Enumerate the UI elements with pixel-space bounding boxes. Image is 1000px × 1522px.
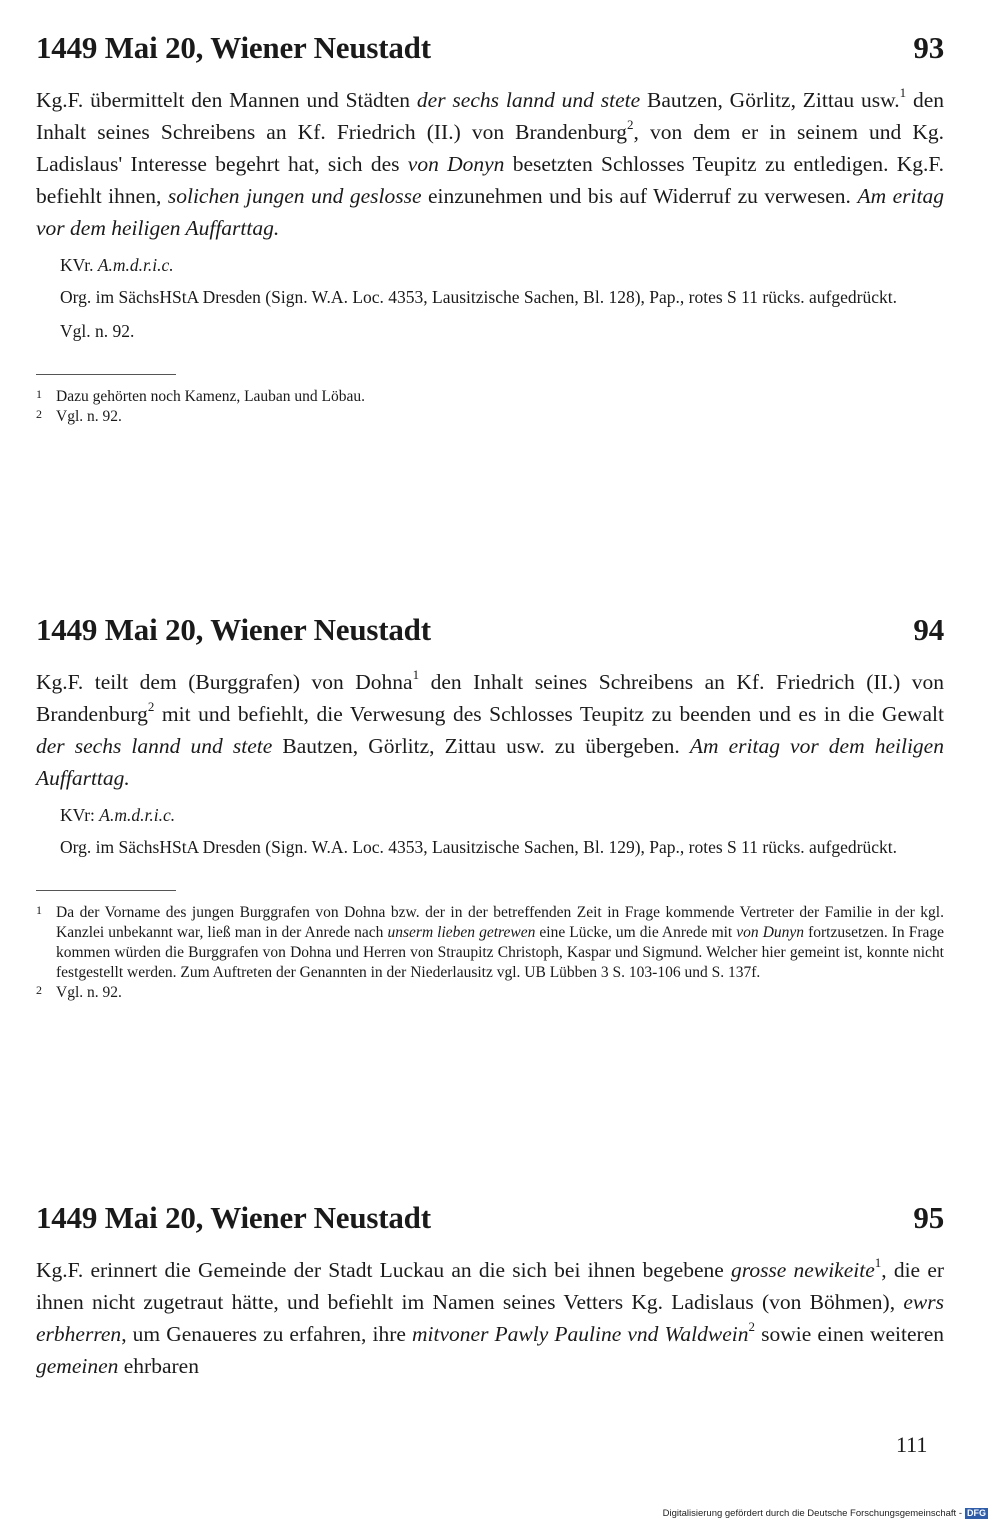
entry-94 xyxy=(36,612,944,1003)
reference-note: Vgl. n. 92. xyxy=(60,321,135,341)
dfg-logo: DFG xyxy=(967,1508,986,1518)
footnote-mark: 2 xyxy=(36,983,42,997)
page-number: 111 xyxy=(896,1432,928,1457)
source-note: Org. im SächsHStA Dresden (Sign. W.A. Loc. 4353, Lausitzische Sachen, Bl. 128), Pap., rotes S 11 rücks. aufgedrückt. xyxy=(60,287,897,307)
footnote-ref: 1 xyxy=(874,1254,882,1270)
footnote-ref: 1 xyxy=(899,84,907,100)
entry-date-place: 1449 Mai 20, Wiener Neustadt xyxy=(36,30,431,65)
footnote-mark: 1 xyxy=(36,903,42,917)
digitization-credit xyxy=(663,1508,988,1519)
entry-number: 94 xyxy=(913,612,944,647)
kvr-line: KVr. A.m.d.r.i.c. xyxy=(60,255,174,275)
footnote-mark: 2 xyxy=(36,407,42,421)
credit-text: Digitalisierung gefördert durch die Deutsche Forschungsgemeinschaft - xyxy=(662,1508,962,1519)
entry-heading xyxy=(36,1200,944,1236)
footnote: 1 Da der Vorname des jungen Burggrafen von Dohna bzw. der in der betreffenden Zeit in Frage kommende Vertreter der Familie in der kgl. Kanzlei unbekannt war, ließ man in der Anrede nach unserm lieben getrewen eine Lücke, um die Anrede mit von Dunyn fortzusetzen. In Frage kommen würden die Burggrafen von Dohna und Herren von Straupitz Christoph, Kaspar und Sigmund. Welcher hier gemeint ist, konnte nicht festgestellt werden. Zum Auftreten der Genannten in der Niederlausitz vgl. UB Lübben 3 S. 103-106 und S. 137f. xyxy=(36,903,944,983)
footnote-ref: 2 xyxy=(748,1318,755,1334)
footnote-ref: 2 xyxy=(627,116,634,132)
footnote-divider xyxy=(36,374,176,375)
entry-summary: Kg.F. übermittelt den Mannen und Städten der sechs lannd und stete Bautzen, Görlitz, Zittau usw.$^1$ den Inhalt seines Schreibens an Kf. Friedrich (II.) von Brandenburg$^2$, von dem er in seinem und Kg. Ladislaus' Interesse begehrt hat, sich des von Donyn besetzten Schlosses Teupitz zu entledigen. Kg.F. befiehlt ihnen, solichen jungen und geslosse einzunehmen und bis auf Widerruf zu verwesen. Am eritag vor dem heiligen Auffarttag. xyxy=(36,84,945,240)
entry-date-place: 1449 Mai 20, Wiener Neustadt xyxy=(36,612,431,647)
footnote-mark: 1 xyxy=(36,387,42,401)
footnote: 2 Vgl. n. 92. xyxy=(36,983,944,1003)
entry-heading xyxy=(36,612,944,648)
entry-number: 93 xyxy=(913,30,944,65)
entry-date-place: 1449 Mai 20, Wiener Neustadt xyxy=(36,1200,431,1235)
kvr-line: KVr: A.m.d.r.i.c. xyxy=(60,805,176,825)
footnote-ref: 1 xyxy=(412,666,420,682)
source-note: Org. im SächsHStA Dresden (Sign. W.A. Loc. 4353, Lausitzische Sachen, Bl. 129), Pap., rotes S 11 rücks. aufgedrückt. xyxy=(60,837,897,857)
footnote: 1 Dazu gehörten noch Kamenz, Lauban und Löbau. xyxy=(36,387,944,407)
footnote: 2 Vgl. n. 92. xyxy=(36,407,944,427)
entry-number: 95 xyxy=(913,1200,944,1235)
entry-summary: Kg.F. erinnert die Gemeinde der Stadt Luckau an die sich bei ihnen begebene grosse newikeite$^1$, die er ihnen nicht zugetraut hätte, und befiehlt im Namen seines Vetters Kg. Ladislaus (von Böhmen), ewrs erbherren, um Genaueres zu erfahren, ihre mitvoner Pawly Pauline vnd Waldwein$^2$ sowie einen weiteren gemeinen ehrbaren xyxy=(36,1254,945,1378)
entry-93 xyxy=(36,30,944,427)
entry-summary: Kg.F. teilt dem (Burggrafen) von Dohna$^1$ den Inhalt seines Schreibens an Kf. Friedrich (II.) von Brandenburg$^2$ mit und befiehlt, die Verwesung des Schlosses Teupitz zu beenden und es in die Gewalt der sechs lannd und stete Bautzen, Görlitz, Zittau usw. zu übergeben. Am eritag vor dem heiligen Auffarttag. xyxy=(36,666,944,790)
entry-95 xyxy=(36,1200,944,1382)
footnote-divider xyxy=(36,890,176,891)
footnote-ref: 2 xyxy=(147,698,155,714)
entry-heading xyxy=(36,30,944,66)
